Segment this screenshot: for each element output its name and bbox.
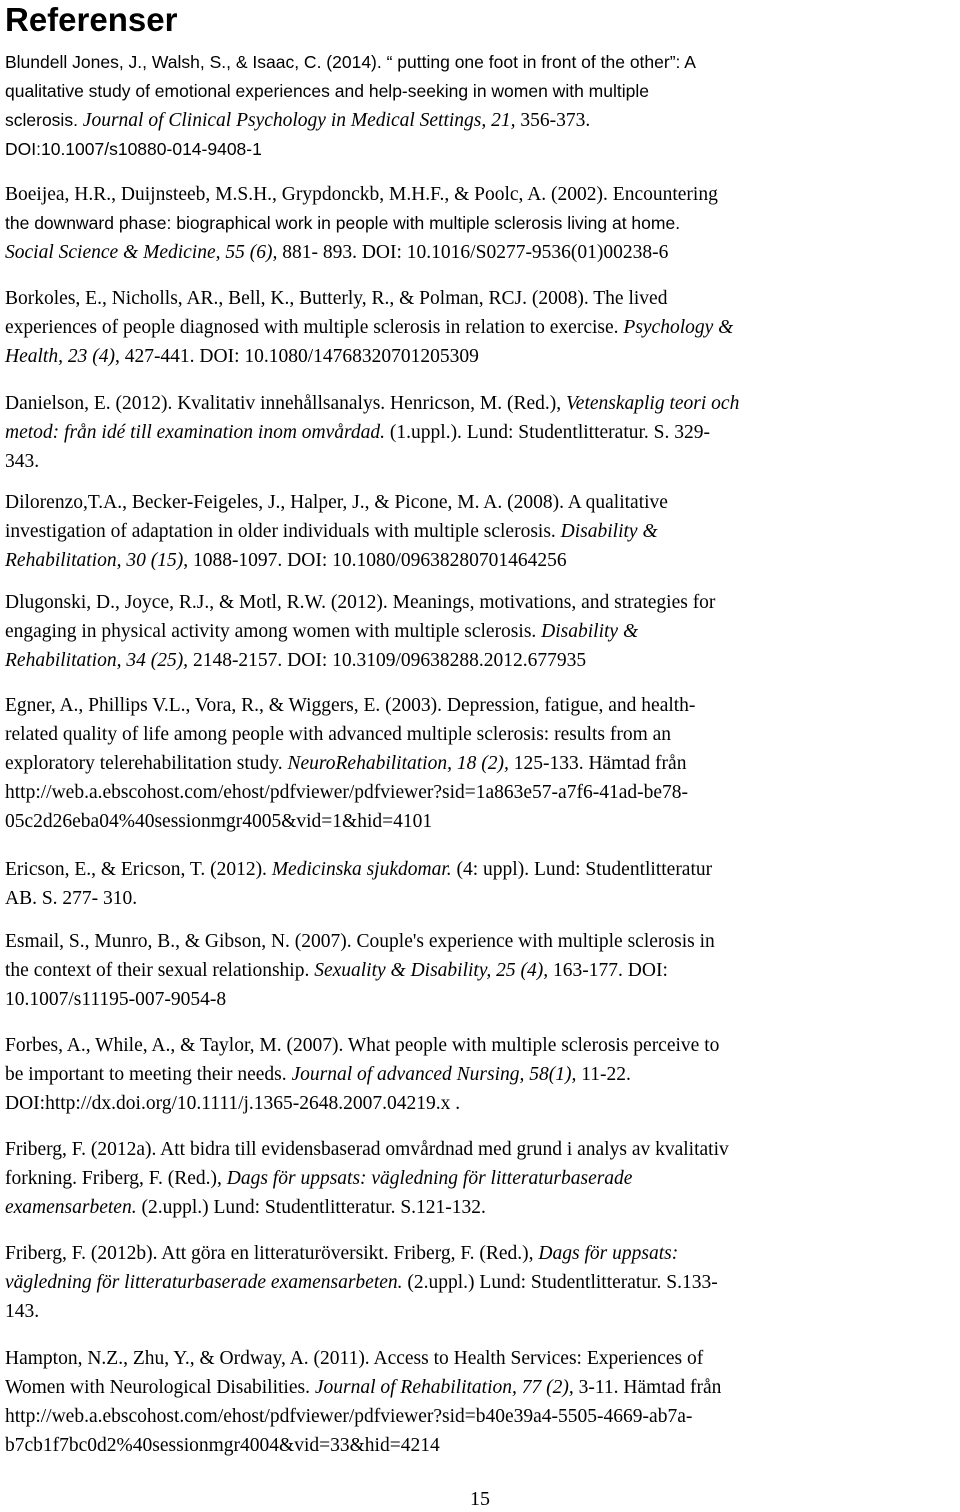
reference-line	[5, 238, 957, 267]
text-segment: b7cb1f7bc0d2%40sessionmgr4004&vid=33&hid=4214	[5, 1435, 440, 1456]
reference-line	[5, 546, 957, 575]
reference-line	[5, 749, 957, 778]
reference-line	[5, 691, 957, 720]
text-segment: (4: uppl). Lund: Studentlitteratur	[451, 859, 713, 880]
reference-line	[5, 807, 957, 836]
text-segment: 3-11. Hämtad från	[573, 1377, 722, 1398]
text-segment: sclerosis.	[5, 110, 83, 130]
text-segment: investigation of adaptation in older individuals with multiple sclerosis.	[5, 521, 561, 542]
text-segment: 11-22.	[576, 1064, 631, 1085]
italic-text: Disability &	[541, 621, 639, 642]
reference-line	[5, 284, 957, 313]
reference-entry	[5, 1031, 957, 1118]
text-segment: related quality of life among people with advanced multiple sclerosis: results from an	[5, 724, 672, 745]
text-segment: Egner, A., Phillips V.L., Vora, R., & Wiggers, E. (2003). Depression, fatigue, and health-	[5, 695, 696, 716]
reference-line	[5, 720, 957, 749]
reference-line	[5, 1060, 957, 1089]
reference-entry	[5, 1239, 957, 1326]
reference-line	[5, 1193, 957, 1222]
italic-text: Dags för uppsats: vägledning för litteraturbaserade	[226, 1168, 633, 1189]
italic-text: examensarbeten.	[5, 1197, 137, 1218]
text-segment: Ericson, E., & Ericson, T. (2012).	[5, 859, 272, 880]
italic-text: Journal of advanced Nursing, 58(1),	[291, 1064, 577, 1085]
text-segment: 10.1007/s11195-007-9054-8	[5, 989, 227, 1010]
text-segment: , 1088-1097. DOI: 10.1080/09638280701464256	[183, 550, 567, 571]
text-segment: http://web.a.ebscohost.com/ehost/pdfviewer/pdfviewer?sid=b40e39a4-5505-4669-ab7a-	[5, 1406, 693, 1427]
reference-line	[5, 1344, 957, 1373]
text-segment: AB. S. 277- 310.	[5, 888, 138, 909]
reference-line	[5, 884, 957, 913]
text-segment: http://web.a.ebscohost.com/ehost/pdfviewer/pdfviewer?sid=1a863e57-a7f6-41ad-be78-	[5, 782, 688, 803]
italic-text: Psychology &	[623, 317, 734, 338]
italic-text: Rehabilitation, 30 (15)	[5, 550, 184, 571]
text-segment: 163-177. DOI:	[548, 960, 668, 981]
text-segment: 881- 893. DOI: 10.1016/S0277-9536(01)00238-6	[277, 242, 669, 263]
reference-line	[5, 313, 957, 342]
text-segment: forkning. Friberg, F. (Red.),	[5, 1168, 227, 1189]
text-segment: 356-373.	[515, 110, 591, 131]
text-segment: the context of their sexual relationship.	[5, 960, 315, 981]
text-segment: Dilorenzo,T.A., Becker-Feigeles, J., Halper, J., & Picone, M. A. (2008). A qualitative	[5, 492, 668, 513]
reference-line	[5, 209, 957, 238]
reference-line	[5, 927, 957, 956]
italic-text: Social Science & Medicine, 55 (6),	[5, 242, 278, 263]
reference-entry	[5, 180, 957, 267]
reference-entry	[5, 1344, 957, 1460]
reference-entry	[5, 389, 957, 476]
reference-entry	[5, 588, 957, 675]
text-segment: Esmail, S., Munro, B., & Gibson, N. (2007). Couple's experience with multiple sclerosis in	[5, 931, 715, 952]
reference-line	[5, 135, 957, 164]
reference-line	[5, 1268, 957, 1297]
italic-text: metod: från idé till examination inom omvårdad.	[5, 422, 386, 443]
reference-line	[5, 855, 957, 884]
reference-entry	[5, 284, 957, 371]
reference-line	[5, 1239, 957, 1268]
text-segment: qualitative study of emotional experiences and help-seeking in women with multiple	[5, 81, 649, 101]
reference-entry	[5, 855, 957, 913]
reference-line	[5, 48, 957, 77]
reference-line	[5, 985, 957, 1014]
italic-text: vägledning för litteraturbaserade examensarbeten.	[5, 1272, 403, 1293]
page-number: 15	[470, 1488, 490, 1510]
italic-text: NeuroRehabilitation, 18 (2),	[287, 753, 509, 774]
text-segment: Forbes, A., While, A., & Taylor, M. (2007). What people with multiple sclerosis perceive to	[5, 1035, 720, 1056]
reference-line	[5, 389, 957, 418]
reference-line	[5, 517, 957, 546]
italic-text: Disability &	[560, 521, 658, 542]
reference-line	[5, 77, 957, 106]
italic-text: Journal of Rehabilitation, 77 (2),	[314, 1377, 574, 1398]
reference-line	[5, 956, 957, 985]
text-segment: be important to meeting their needs.	[5, 1064, 292, 1085]
text-segment: Danielson, E. (2012). Kvalitativ innehållsanalys. Henricson, M. (Red.),	[5, 393, 567, 414]
reference-line	[5, 1135, 957, 1164]
text-segment: exploratory telerehabilitation study.	[5, 753, 288, 774]
reference-entry	[5, 48, 957, 164]
reference-entry	[5, 927, 957, 1014]
reference-line	[5, 1089, 957, 1118]
reference-line	[5, 617, 957, 646]
text-segment: engaging in physical activity among women with multiple sclerosis.	[5, 621, 542, 642]
text-segment: 05c2d26eba04%40sessionmgr4005&vid=1&hid=4101	[5, 811, 433, 832]
text-segment: experiences of people diagnosed with multiple sclerosis in relation to exercise.	[5, 317, 624, 338]
text-segment: DOI:10.1007/s10880-014-9408-1	[5, 139, 262, 159]
text-segment: (2.uppl.) Lund: Studentlitteratur. S.133-	[402, 1272, 718, 1293]
reference-line	[5, 180, 957, 209]
reference-line	[5, 447, 957, 476]
text-segment: Blundell Jones, J., Walsh, S., & Isaac, C. (2014). “ putting one foot in front of the other”: A	[5, 52, 696, 72]
reference-line	[5, 1297, 957, 1326]
italic-text: Journal of Clinical Psychology in Medical Settings, 21,	[82, 110, 516, 131]
text-segment: Dlugonski, D., Joyce, R.J., & Motl, R.W. (2012). Meanings, motivations, and strategies for	[5, 592, 716, 613]
reference-line	[5, 488, 957, 517]
text-segment: , 427-441. DOI: 10.1080/14768320701205309	[114, 346, 479, 367]
reference-line	[5, 342, 957, 371]
reference-line	[5, 646, 957, 675]
reference-entry	[5, 1135, 957, 1222]
text-segment: the downward phase: biographical work in people with multiple sclerosis living at home.	[5, 213, 681, 233]
text-segment: 2148-2157. DOI: 10.3109/09638288.2012.677935	[188, 650, 587, 671]
italic-text: Health, 23 (4)	[5, 346, 115, 367]
text-segment: Friberg, F. (2012a). Att bidra till evidensbaserad omvårdnad med grund i analys av kvalitativ	[5, 1139, 729, 1160]
text-segment: DOI:http://dx.doi.org/10.1111/j.1365-2648.2007.04219.x .	[5, 1093, 461, 1114]
text-segment: (1.uppl.). Lund: Studentlitteratur. S. 329-	[385, 422, 710, 443]
text-segment: Friberg, F. (2012b). Att göra en litteraturöversikt. Friberg, F. (Red.),	[5, 1243, 539, 1264]
reference-line	[5, 418, 957, 447]
text-segment: (2.uppl.) Lund: Studentlitteratur. S.121-132.	[136, 1197, 486, 1218]
text-segment: Borkoles, E., Nicholls, AR., Bell, K., Butterly, R., & Polman, RCJ. (2008). The lived	[5, 288, 668, 309]
reference-line	[5, 778, 957, 807]
reference-line	[5, 588, 957, 617]
text-segment: Hampton, N.Z., Zhu, Y., & Ordway, A. (2011). Access to Health Services: Experiences of	[5, 1348, 704, 1369]
reference-line	[5, 106, 957, 135]
reference-line	[5, 1164, 957, 1193]
italic-text: Dags för uppsats:	[538, 1243, 679, 1264]
text-segment: 125-133. Hämtad från	[508, 753, 687, 774]
text-segment: Women with Neurological Disabilities.	[5, 1377, 315, 1398]
text-segment: Boeijea, H.R., Duijnsteeb, M.S.H., Grypdonckb, M.H.F., & Poolc, A. (2002). Encountering	[5, 184, 718, 205]
italic-text: Vetenskaplig teori och	[566, 393, 740, 414]
text-segment: 343.	[5, 451, 40, 472]
reference-line	[5, 1402, 957, 1431]
reference-entry	[5, 488, 957, 575]
reference-line	[5, 1373, 957, 1402]
page-title: Referenser	[5, 1, 178, 38]
reference-line	[5, 1431, 957, 1460]
reference-entry	[5, 691, 957, 836]
italic-text: Medicinska sjukdomar.	[271, 859, 452, 880]
reference-line	[5, 1031, 957, 1060]
italic-text: Rehabilitation, 34 (25),	[5, 650, 189, 671]
italic-text: Sexuality & Disability, 25 (4),	[314, 960, 549, 981]
text-segment: 143.	[5, 1301, 40, 1322]
